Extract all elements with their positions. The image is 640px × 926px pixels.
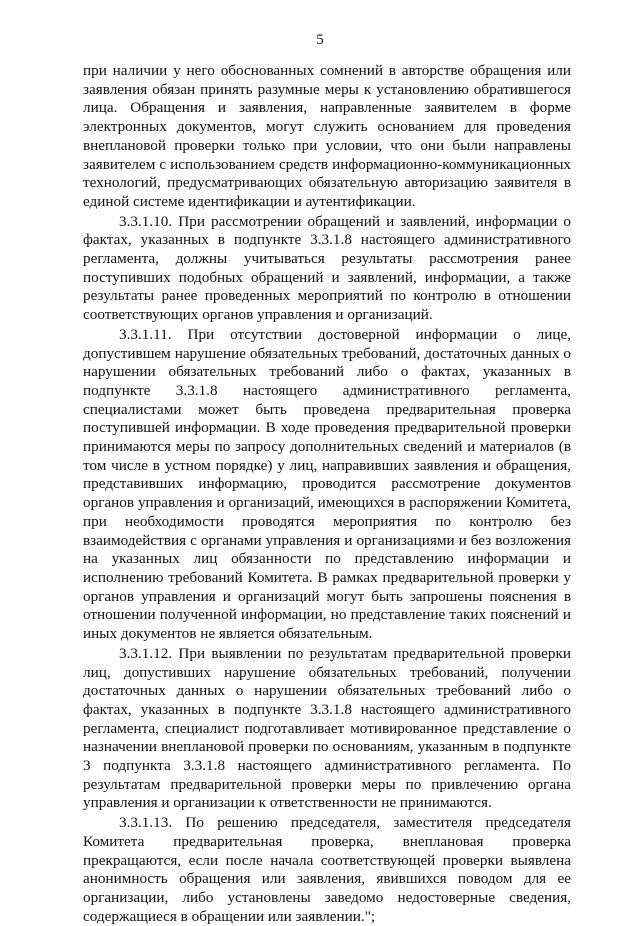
paragraph-3-3-1-10: 3.3.1.10. При рассмотрении обращений и заявлений, информации о фактах, указанных в подпункте 3.3.1.8 настоящего административного регламента, должны учитываться результаты рассмотрения ранее поступивших подобных обращений и заявлений, информации, а также результаты ранее проведенных мероприятий по контролю в отношении соответствующих органов управления и организаций.	[83, 212, 571, 324]
page-number: 5	[316, 32, 324, 48]
paragraph-3-3-1-12: 3.3.1.12. При выявлении по результатам предварительной проверки лиц, допустивших нарушение обязательных требований, получении достаточных данных о нарушении обязательных требований либо о фактах, указанных в подпункте 3.3.1.8 настоящего административного регламента, специалист подготавливает мотивированное представление о назначении внеплановой проверки по основаниям, указанным в подпункте 3 подпункта 3.3.1.8 настоящего административного регламента. По результатам предварительной проверки меры по привлечению органа управления и организации к ответственности не принимаются.	[83, 644, 571, 812]
paragraph-3-3-1-11: 3.3.1.11. При отсутствии достоверной информации о лице, допустившем нарушение обязательных требований, достаточных данных о нарушении обязательных требований либо о фактах, указанных в подпункте 3.3.1.8 настоящего административного регламента, специалистами может быть проведена предварительная проверка поступившей информации. В ходе проведения предварительной проверки принимаются меры по запросу дополнительных сведений и материалов (в том числе в устном порядке) у лиц, направивших заявления и обращения, представивших информацию, проводится рассмотрение документов органов управления и организаций, имеющихся в распоряжении Комитета, при необходимости проводятся мероприятия по контролю без взаимодействия с органами управления и организациями и без возложения на указанных лиц обязанности по представлению информации и исполнению требований Комитета. В рамках предварительной проверки у органов управления и организаций могут быть запрошены пояснения в отношении полученной информации, но представление таких пояснений и иных документов не является обязательным.	[83, 325, 571, 643]
paragraph-3-3-1-13: 3.3.1.13. По решению председателя, заместителя председателя Комитета предварительная проверка, внеплановая проверка прекращаются, если после начала соответствующей проверки выявлена анонимность обращения или заявления, явившихся поводом для ее организации, либо установлены заведомо недостоверные сведения, содержащиеся в обращении или заявлении.";	[83, 814, 571, 925]
paragraph-continuation: при наличии у него обоснованных сомнений в авторстве обращения или заявления обязан принять разумные меры к установлению обратившегося лица. Обращения и заявления, направленные заявителем в форме электронных документов, могут служить основанием для проведения внеплановой проверки только при условии, что они были направлены заявителем с использованием средств информационно-коммуникационных технологий, предусматривающих обязательную авторизацию заявителя в единой системе идентификации и аутентификации.	[83, 62, 571, 210]
document-body	[83, 62, 571, 926]
